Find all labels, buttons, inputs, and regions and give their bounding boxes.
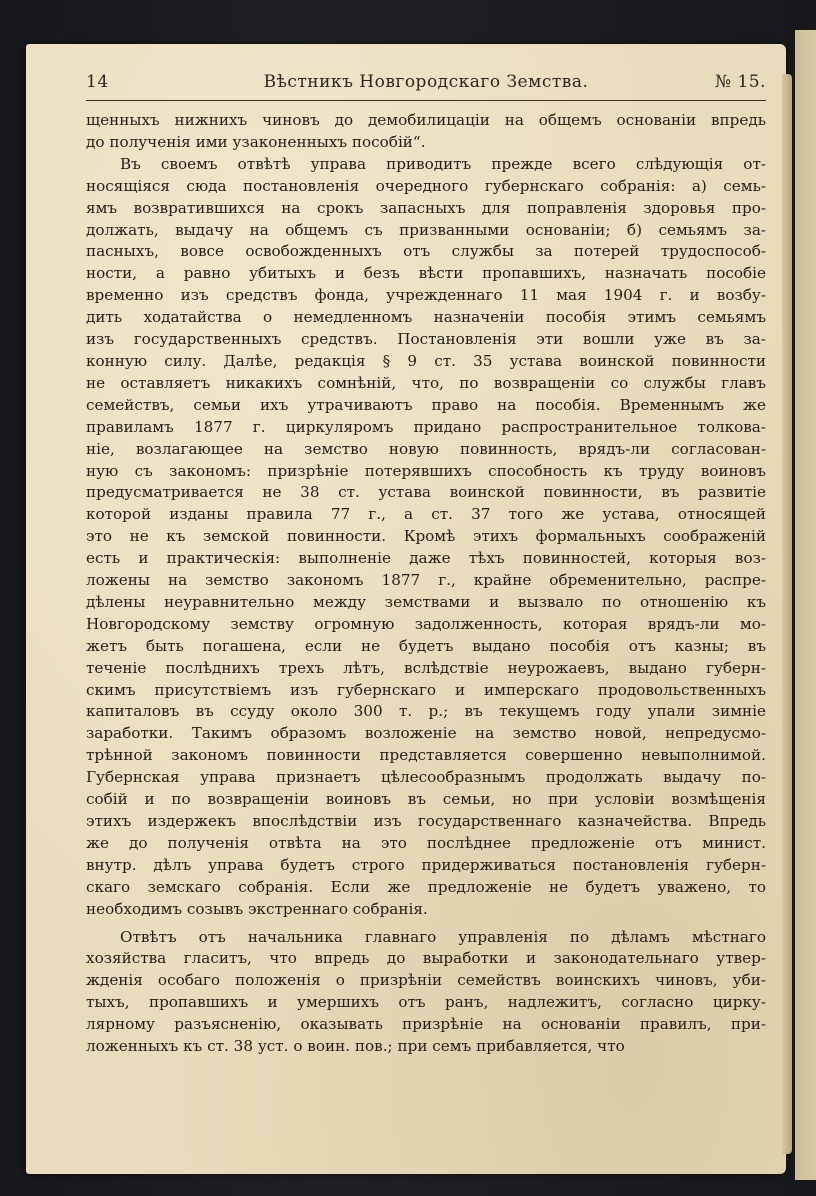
text-line: правиламъ 1877 г. циркуляромъ придано распространительное толкова- — [86, 417, 766, 436]
text-line: которой изданы правила 77 г., а ст. 37 того же устава, относящей — [86, 505, 766, 524]
text-line: есть и практическія: выполненіе даже тѣхъ повинностей, которыя воз- — [86, 549, 766, 568]
text-line: ности, а равно убитыхъ и безъ вѣсти пропавшихъ, назначать пособіе — [86, 264, 766, 283]
text-line: капиталовъ въ ссуду около 300 т. р.; въ текущемъ году упали зимніе — [86, 702, 766, 721]
text-line: заработки. Такимъ образомъ возложеніе на земство новой, непредусмо- — [86, 724, 766, 743]
running-header — [86, 68, 766, 98]
text-line: теченіе послѣднихъ трехъ лѣтъ, вслѣдствіе неурожаевъ, выдано губерн- — [86, 658, 766, 677]
text-line: этихъ издержекъ впослѣдствіи изъ государственнаго казначейства. Впредь — [86, 812, 766, 830]
text-line: трѣнной закономъ повинности представляется совершенно невыполнимой. — [86, 746, 766, 765]
text-line: изъ государственныхъ средствъ. Постановленія эти вошли уже въ за- — [86, 330, 766, 349]
text-line: Губернская управа признаетъ цѣлесообразнымъ продолжать выдачу по- — [86, 768, 766, 787]
paragraph — [86, 110, 766, 154]
text-line: Отвѣтъ отъ начальника главнаго управленія по дѣламъ мѣстнаго — [120, 927, 766, 946]
text-line: пасныхъ, вовсе освобожденныхъ отъ службы за потерей трудоспособ- — [86, 242, 766, 261]
text-line: жденія особаго положенія о призрѣніи семействъ воинскихъ чиновъ, уби- — [86, 971, 766, 990]
text-line: конную силу. Далѣе, редакція § 9 ст. 35 устава воинской повинности — [86, 351, 766, 370]
paragraph — [86, 927, 766, 1058]
text-line: жетъ быть погашена, если не будетъ выдано пособія отъ казны; въ — [86, 636, 766, 655]
text-line: это не къ земской повинности. Кромѣ этихъ формальныхъ соображеній — [86, 527, 766, 546]
text-line: ямъ возвратившихся на срокъ запасныхъ для поправленія здоровья про- — [86, 198, 766, 217]
text-line: дѣлены неуравнительно между земствами и вызвало по отношенію къ — [86, 592, 766, 611]
text-line: ніе, возлагающее на земство новую повинность, врядъ-ли согласован- — [86, 439, 766, 458]
text-line: не оставляетъ никакихъ сомнѣній, что, по возвращеніи со службы главъ — [86, 373, 766, 392]
adjacent-page-edge — [795, 30, 816, 1180]
book-page — [26, 44, 786, 1174]
text-line: Въ своемъ отвѣтѣ управа приводитъ прежде всего слѣдующія от- — [120, 154, 766, 173]
body-text — [86, 110, 766, 1058]
page-edge — [782, 74, 792, 1154]
text-line: предусматривается не 38 ст. устава воинской повинности, въ развитіе — [86, 483, 766, 502]
text-line: ложенныхъ къ ст. 38 уст. о воин. пов.; при семъ прибавляется, что — [86, 1037, 625, 1056]
text-line: носящіяся сюда постановленія очередного губернскаго собранія: а) семь- — [86, 176, 766, 195]
journal-title: Вѣстникъ Новгородскаго Земства. — [263, 72, 589, 92]
text-line: ную съ закономъ: призрѣніе потерявшихъ способность къ труду воиновъ — [86, 461, 766, 480]
paragraph — [86, 154, 766, 921]
text-line: хозяйства гласитъ, что впредь до выработки и законодательнаго утвер- — [86, 949, 766, 968]
text-line: Новгородскому земству огромную задолженность, которая врядъ-ли мо- — [86, 614, 766, 633]
text-line: временно изъ средствъ фонда, учрежденнаго 11 мая 1904 г. и возбу- — [86, 286, 766, 305]
text-line: же до полученія отвѣта на это послѣднее предложеніе отъ минист. — [86, 833, 766, 852]
header-rule — [86, 100, 766, 101]
text-line: внутр. дѣлъ управа будетъ строго придерживаться постановленія губерн- — [86, 855, 766, 874]
text-line: собій и по возвращеніи воиновъ въ семьи, но при условіи возмѣщенія — [86, 790, 766, 809]
text-line: тыхъ, пропавшихъ и умершихъ отъ ранъ, надлежитъ, согласно цирку- — [86, 993, 766, 1012]
text-line: скаго земскаго собранія. Если же предложеніе не будетъ уважено, то — [86, 877, 766, 896]
text-line: семействъ, семьи ихъ утрачиваютъ право на пособія. Временнымъ же — [86, 395, 766, 414]
text-line: дить ходатайства о немедленномъ назначеніи пособія этимъ семьямъ — [86, 308, 766, 327]
text-line: лярному разъясненію, оказывать призрѣніе на основаніи правилъ, при- — [86, 1015, 766, 1034]
text-line: скимъ присутствіемъ изъ губернскаго и имперскаго продовольственныхъ — [86, 680, 766, 699]
text-line: до полученія ими узаконенныхъ пособій“. — [86, 132, 426, 151]
text-line: должать, выдачу на общемъ съ призванными основаніи; б) семьямъ за- — [86, 220, 766, 239]
page-number: 14 — [86, 72, 109, 92]
issue-number: № 15. — [714, 72, 766, 92]
text-line: необходимъ созывъ экстреннаго собранія. — [86, 899, 428, 918]
text-line: ложены на земство закономъ 1877 г., крайне обременительно, распре- — [86, 571, 766, 590]
text-line: щенныхъ нижнихъ чиновъ до демобилицаціи на общемъ основаніи впредь — [86, 111, 766, 129]
